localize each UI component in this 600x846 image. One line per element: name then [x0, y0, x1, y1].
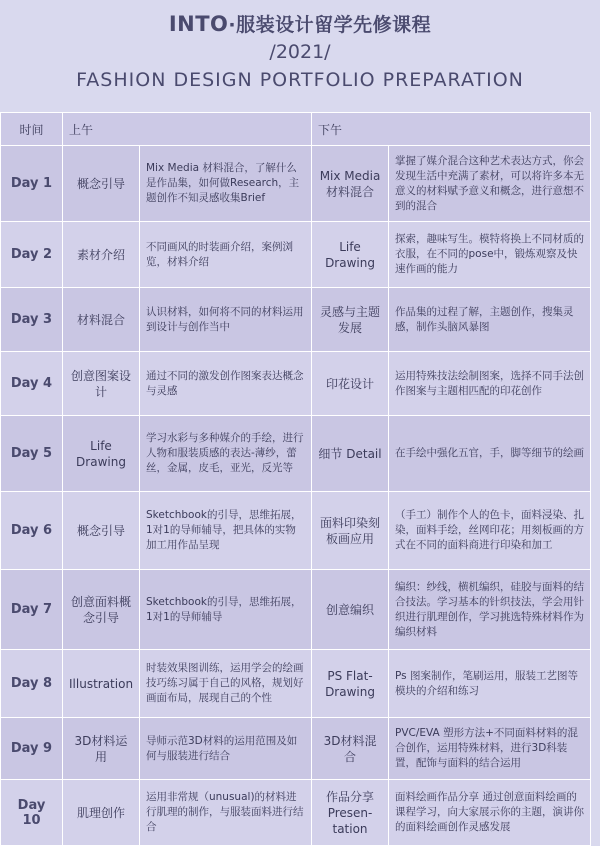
pm-topic-cell: 创意编织 [312, 570, 389, 650]
day-cell: Day 2 [1, 222, 63, 288]
day-cell: Day 4 [1, 352, 63, 416]
table-row [1, 222, 591, 288]
am-description-cell: Sketchbook的引导，思维拓展，1对1的导师辅导，把具体的实物加工用作品呈现 [140, 492, 312, 570]
am-topic-cell: 素材介绍 [63, 222, 140, 288]
day-cell: Day 10 [1, 780, 63, 846]
am-description-cell: 学习水彩与多种媒介的手绘，进行人物和服装质感的表达-薄纱，蕾丝，金属，皮毛，亚光，反光等 [140, 416, 312, 492]
table-row [1, 146, 591, 222]
page-title [0, 10, 600, 38]
am-description-cell: 认识材料，如何将不同的材料运用到设计与创作当中 [140, 288, 312, 352]
pm-description-cell: 面料绘画作品分享 通过创意面料绘画的课程学习，向大家展示你的主题，演讲你的面料绘画创作灵感发展 [389, 780, 591, 846]
am-topic-cell: 概念引导 [63, 146, 140, 222]
pm-topic-cell: 灵感与主题发展 [312, 288, 389, 352]
am-topic-cell: 概念引导 [63, 492, 140, 570]
pm-description-cell: （手工）制作个人的色卡，面料浸染、扎染，面料手绘，丝网印花；用刻板画的方式在不同的面料商进行印染和加工 [389, 492, 591, 570]
day-cell: Day 5 [1, 416, 63, 492]
course-name: 服装设计留学先修课程 [236, 14, 432, 36]
header-am: 上午 [63, 113, 312, 146]
am-topic-cell: 创意面料概念引导 [63, 570, 140, 650]
pm-topic-cell: 3D材料混合 [312, 718, 389, 780]
pm-description-cell: 编织：纱线，横机编织，硅胶与面料的结合技法。学习基本的针织技法，学会用针织进行肌理创作，学习挑选特殊材料作为编织材料 [389, 570, 591, 650]
day-cell: Day 8 [1, 650, 63, 718]
pm-topic-cell: Mix Media 材料混合 [312, 146, 389, 222]
table-row [1, 570, 591, 650]
am-topic-cell: Life Drawing [63, 416, 140, 492]
pm-topic-cell: 面料印染刻板画应用 [312, 492, 389, 570]
schedule-table [0, 112, 591, 846]
am-description-cell: Mix Media 材料混合，了解什么是作品集，如何做Research，主题创作不知灵感收集Brief [140, 146, 312, 222]
pm-description-cell: PVC/EVA 塑形方法+不同面料材料的混合创作，运用特殊材料，进行3D科装置，配饰与面料的结合运用 [389, 718, 591, 780]
day-cell: Day 3 [1, 288, 63, 352]
am-description-cell: 通过不同的激发创作图案表达概念与灵感 [140, 352, 312, 416]
am-topic-cell: 材料混合 [63, 288, 140, 352]
pm-topic-cell: 印花设计 [312, 352, 389, 416]
pm-topic-cell: PS Flat-Drawing [312, 650, 389, 718]
pm-description-cell: 掌握了媒介混合这种艺术表达方式，你会发现生活中充满了素材，可以将许多本无意义的材料赋予意义和概念，进行意想不到的混合 [389, 146, 591, 222]
pm-topic-cell: 细节 Detail [312, 416, 389, 492]
table-row [1, 780, 591, 846]
day-cell: Day 9 [1, 718, 63, 780]
header-pm: 下午 [312, 113, 591, 146]
table-header-row [1, 113, 591, 146]
table-row [1, 416, 591, 492]
table-row [1, 492, 591, 570]
page-subtitle: FASHION DESIGN PORTFOLIO PREPARATION [76, 69, 524, 91]
am-description-cell: 不同画风的时装画介绍，案例浏览，材料介绍 [140, 222, 312, 288]
pm-description-cell: 在手绘中强化五官，手，脚等细节的绘画 [389, 416, 591, 492]
am-description-cell: 导师示范3D材料的运用范围及如何与服装进行结合 [140, 718, 312, 780]
page-year: /2021/ [269, 41, 331, 63]
table-row [1, 352, 591, 416]
am-description-cell: 时装效果图训练，运用学会的绘画技巧练习属于自己的风格，规划好画面布局，展现自己的个性 [140, 650, 312, 718]
pm-topic-cell: 作品分享 Presen-tation [312, 780, 389, 846]
day-cell: Day 7 [1, 570, 63, 650]
table-row [1, 650, 591, 718]
table-row [1, 288, 591, 352]
am-description-cell: Sketchbook的引导，思维拓展，1对1的导师辅导 [140, 570, 312, 650]
am-topic-cell: 肌理创作 [63, 780, 140, 846]
table-row [1, 718, 591, 780]
pm-description-cell: 探索，趣味写生。模特将换上不同材质的衣服，在不同的pose中，锻炼观察及快速作画的能力 [389, 222, 591, 288]
am-topic-cell: 创意图案设计 [63, 352, 140, 416]
pm-description-cell: Ps 图案制作，笔刷运用，服装工艺图等模块的介绍和练习 [389, 650, 591, 718]
header-time: 时间 [1, 113, 63, 146]
pm-description-cell: 运用特殊技法绘制图案，选择不同手法创作图案与主题相匹配的印花创作 [389, 352, 591, 416]
day-cell: Day 1 [1, 146, 63, 222]
am-topic-cell: Illustration [63, 650, 140, 718]
title-separator: · [228, 14, 237, 36]
am-topic-cell: 3D材料运用 [63, 718, 140, 780]
page-header [0, 0, 600, 94]
am-description-cell: 运用非常规（unusual)的材料进行肌理的制作，与服装面料进行结合 [140, 780, 312, 846]
pm-description-cell: 作品集的过程了解，主题创作，搜集灵感，制作头脑风暴图 [389, 288, 591, 352]
day-cell: Day 6 [1, 492, 63, 570]
pm-topic-cell: Life Drawing [312, 222, 389, 288]
brand-name: INTO [168, 12, 229, 36]
